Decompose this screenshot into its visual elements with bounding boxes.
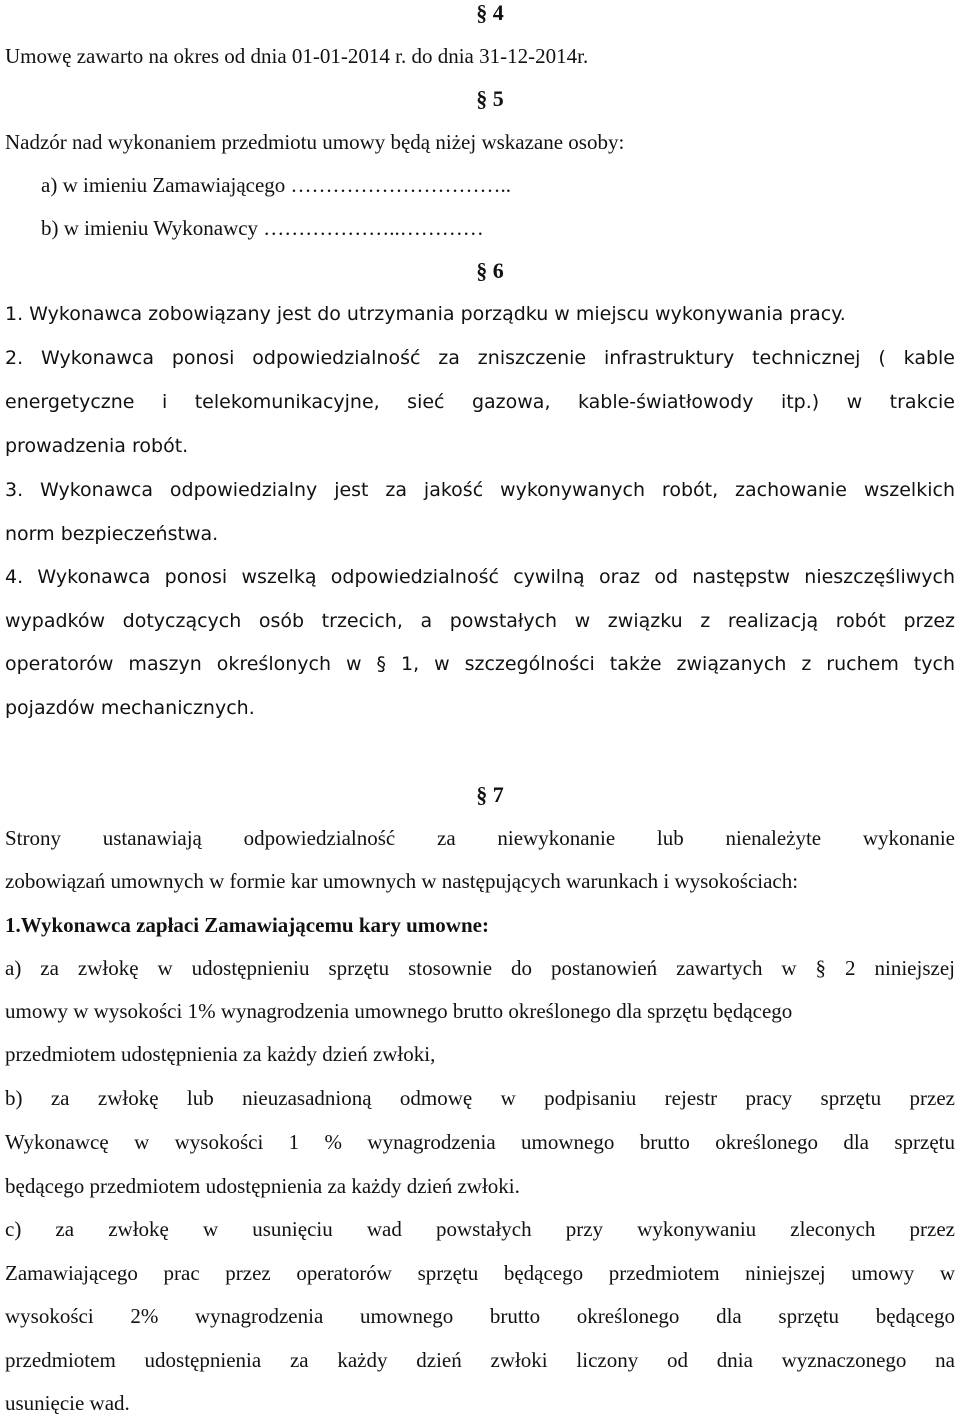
section-heading-6: § 6: [476, 258, 504, 283]
penalty-b-line-1: b) za zwłokę lub nieuzasadnioną odmowę w podpisaniu rejestr pracy sprzętu przez: [5, 1086, 955, 1110]
penalty-c-line-3: wysokości 2% wynagrodzenia umownego brutto określonego dla sprzętu będącego: [5, 1304, 955, 1328]
clause-6-4-line-1: 4. Wykonawca ponosi wszelką odpowiedzialność cywilną oraz od następstw nieszczęśliwych: [5, 566, 955, 588]
clause-6-4-line-4: pojazdów mechanicznych.: [5, 697, 255, 719]
penalties-heading: 1.Wykonawca zapłaci Zamawiającemu kary umowne:: [5, 913, 489, 937]
supervisor-contractor-line: b) w imieniu Wykonawcy ………………..…………: [41, 216, 484, 240]
clause-6-3-line-2: norm bezpieczeństwa.: [5, 523, 219, 545]
section-heading-7: § 7: [476, 782, 504, 807]
clause-6-4-line-3: operatorów maszyn określonych w § 1, w szczególności także związanych z ruchem tych: [5, 653, 955, 675]
supervision-line: Nadzór nad wykonaniem przedmiotu umowy będą niżej wskazane osoby:: [5, 130, 625, 154]
clause-6-2-line-2: energetyczne i telekomunikacyjne, sieć gazowa, kable-światłowody itp.) w trakcie: [5, 391, 955, 413]
penalty-a-line-1: a) za zwłokę w udostępnieniu sprzętu stosownie do postanowień zawartych w § 2 niniejszej: [5, 956, 955, 980]
penalty-c-line-2: Zamawiającego prac przez operatorów sprzętu będącego przedmiotem niniejszej umowy w: [5, 1261, 955, 1285]
contract-term-line: Umowę zawarto na okres od dnia 01-01-2014 r. do dnia 31-12-2014r.: [5, 44, 589, 68]
supervisor-employer-line: a) w imieniu Zamawiającego …………………………..: [41, 173, 512, 197]
penalty-c-line-1: c) za zwłokę w usunięciu wad powstałych przy wykonywaniu zleconych przez: [5, 1217, 955, 1241]
section-heading-4: § 4: [476, 0, 504, 25]
penalty-b-line-2: Wykonawcę w wysokości 1 % wynagrodzenia umownego brutto określonego dla sprzętu: [5, 1130, 955, 1154]
clause-6-1: 1. Wykonawca zobowiązany jest do utrzymania porządku w miejscu wykonywania pracy.: [5, 303, 846, 325]
penalty-c-line-4: przedmiotem udostępnienia za każdy dzień zwłoki liczony od dnia wyznaczonego na: [5, 1348, 955, 1372]
clause-6-2-line-3: prowadzenia robót.: [5, 435, 189, 457]
penalty-c-line-5: usunięcie wad.: [5, 1391, 130, 1415]
clause-6-2-line-1: 2. Wykonawca ponosi odpowiedzialność za zniszczenie infrastruktury technicznej ( kable: [5, 347, 955, 369]
section-heading-5: § 5: [476, 86, 504, 111]
penalty-b-line-3: będącego przedmiotem udostępnienia za każdy dzień zwłoki.: [5, 1174, 520, 1198]
clause-7-intro-line-2: zobowiązań umownych w formie kar umownych w następujących warunkach i wysokościach:: [5, 869, 799, 893]
penalty-a-line-2: umowy w wysokości 1% wynagrodzenia umownego brutto określonego dla sprzętu będącego: [5, 999, 793, 1023]
clause-6-3-line-1: 3. Wykonawca odpowiedzialny jest za jakość wykonywanych robót, zachowanie wszelkich: [5, 479, 955, 501]
clause-7-intro-line-1: Strony ustanawiają odpowiedzialność za niewykonanie lub nienależyte wykonanie: [5, 826, 955, 850]
penalty-a-line-3: przedmiotem udostępnienia za każdy dzień zwłoki,: [5, 1042, 436, 1066]
clause-6-4-line-2: wypadków dotyczących osób trzecich, a powstałych w związku z realizacją robót przez: [5, 610, 955, 632]
